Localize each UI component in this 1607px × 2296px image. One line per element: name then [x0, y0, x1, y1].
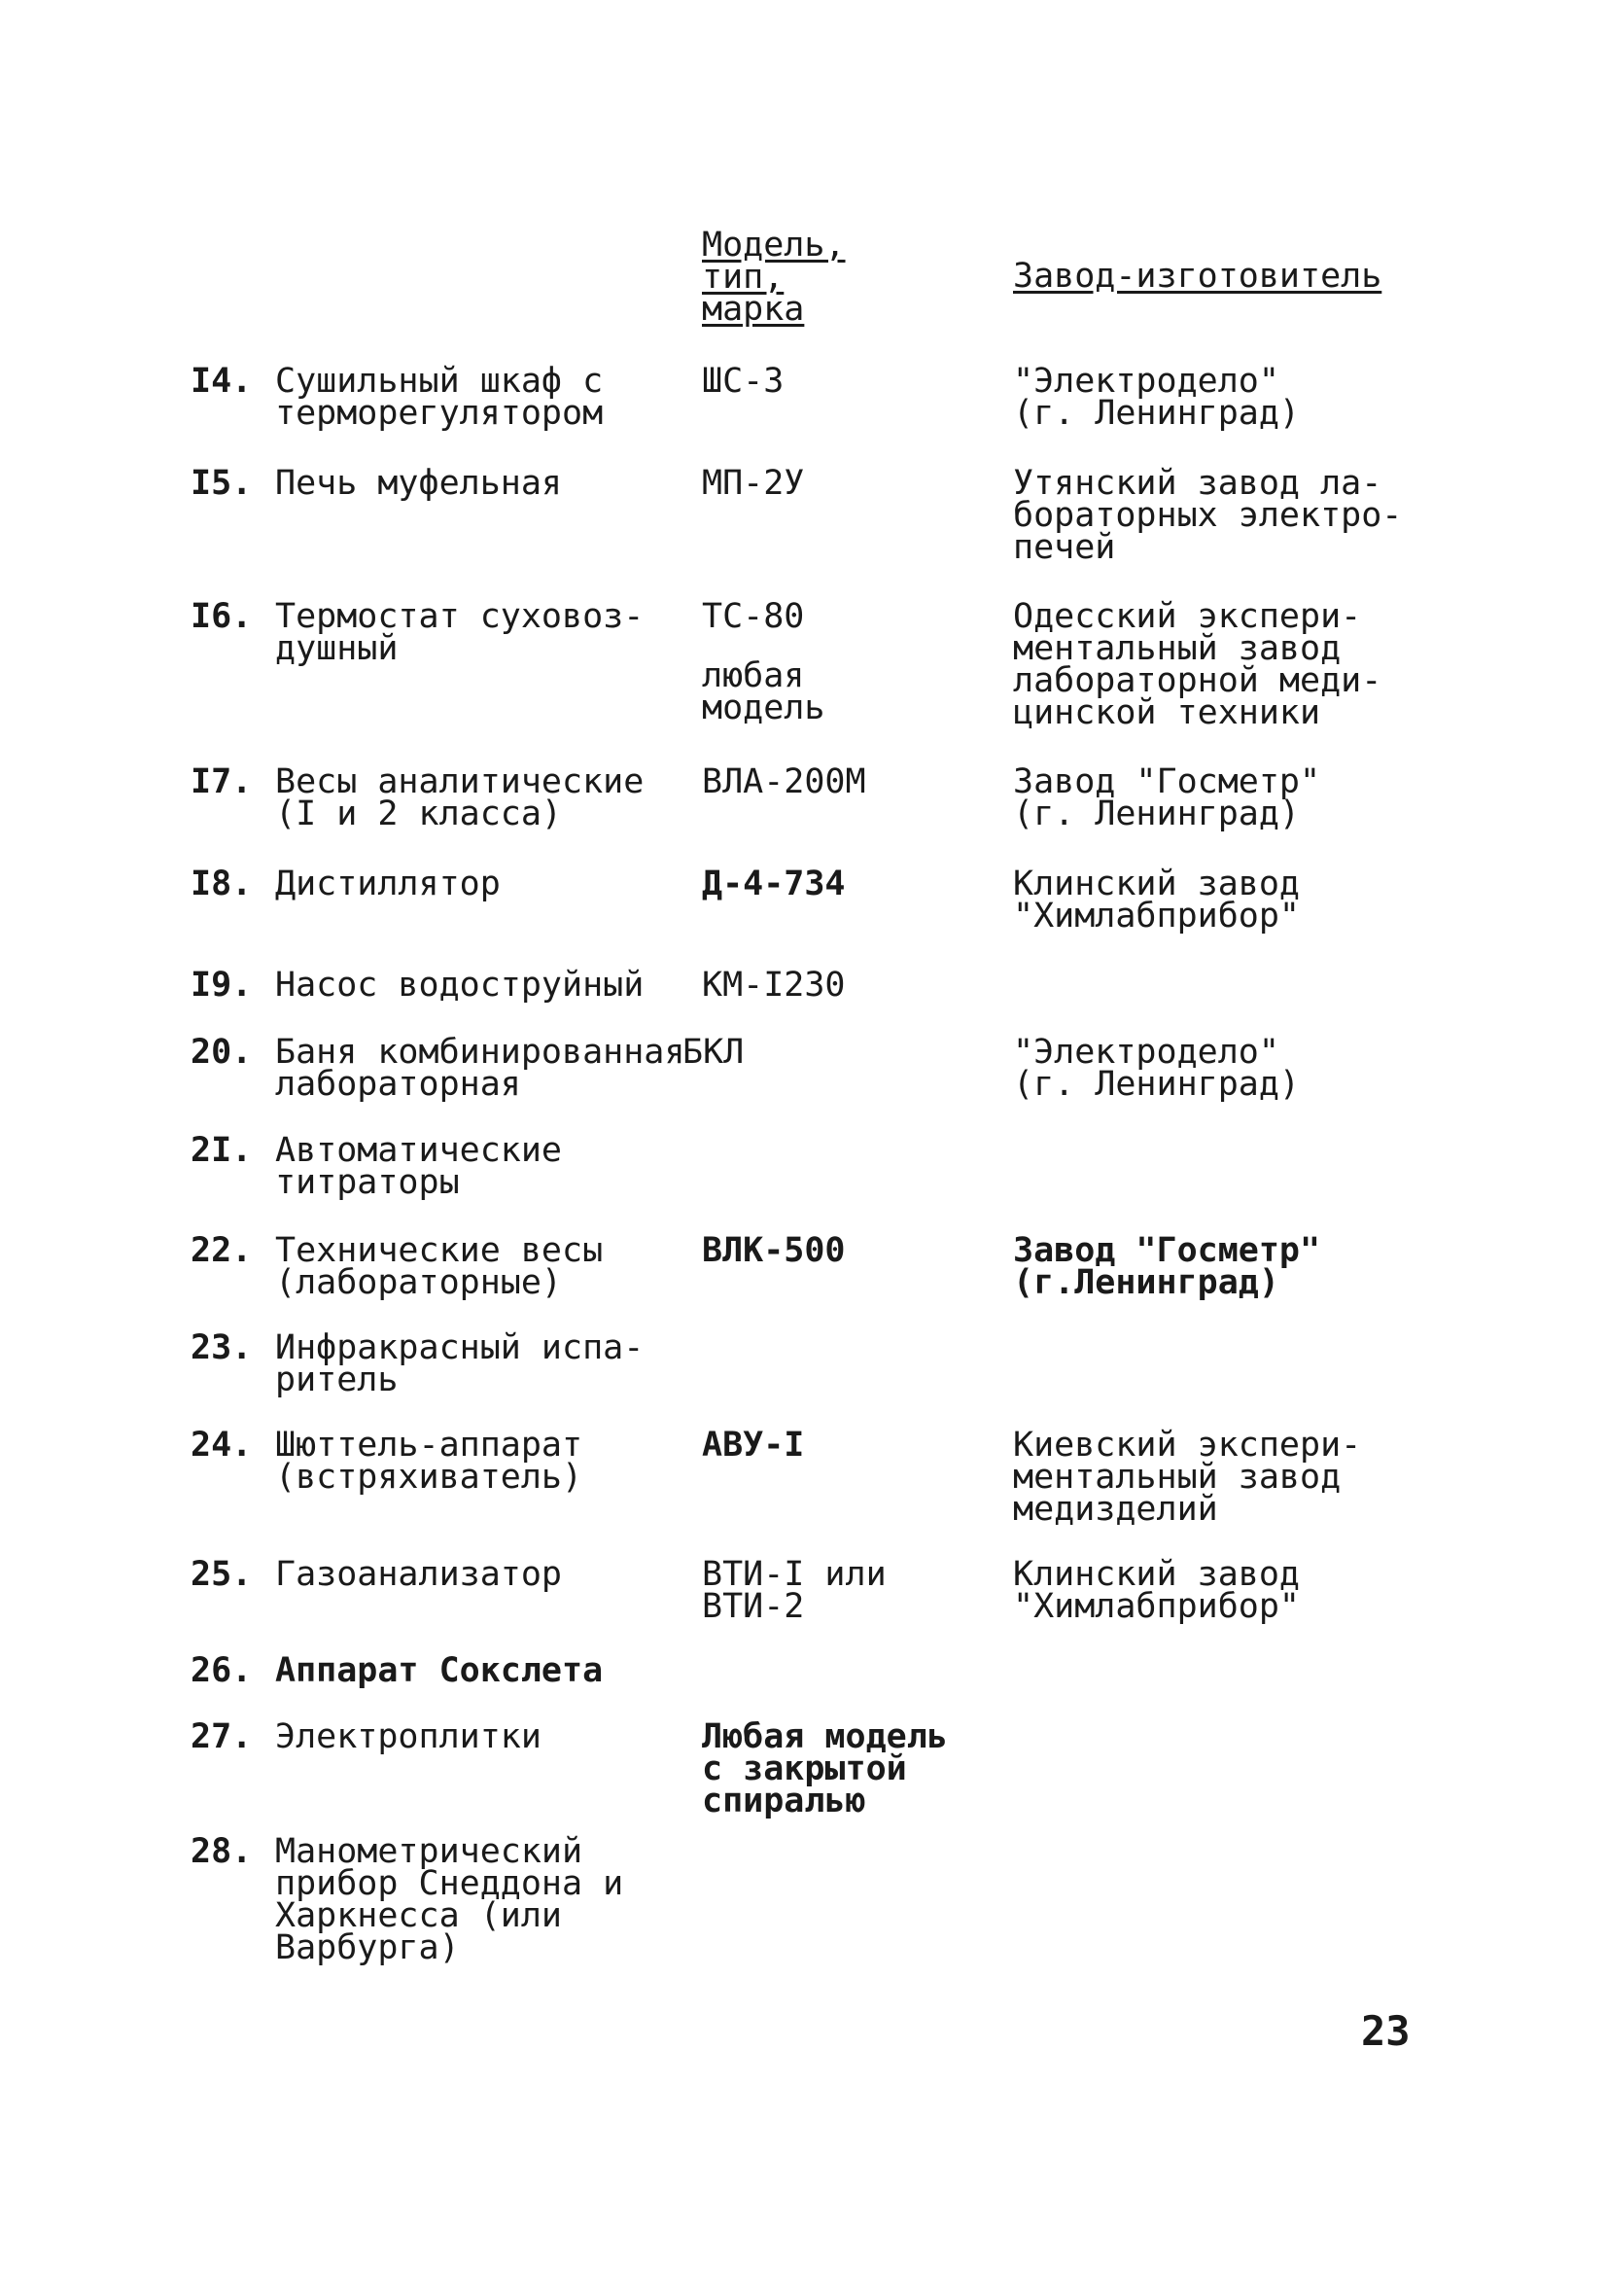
- maker-line: (г. Ленинград): [1013, 795, 1301, 833]
- model-line: МП-2У: [702, 464, 805, 503]
- name-line: титраторы: [275, 1163, 460, 1202]
- model-line: АВУ-I: [702, 1426, 805, 1465]
- model-line: ШС-3: [702, 362, 785, 401]
- name-line: Печь муфельная: [275, 464, 563, 503]
- equipment-manufacturer: [1013, 1555, 1450, 1626]
- maker-line: Одесский экспери-: [1013, 597, 1362, 636]
- maker-line: (г.Ленинград): [1013, 1263, 1279, 1302]
- maker-line: "Химлабприбор": [1013, 1587, 1301, 1626]
- maker-line: Клинский завод: [1013, 1555, 1301, 1594]
- row-number: I4.: [191, 362, 253, 401]
- model-line: ВТИ-I или: [702, 1555, 887, 1594]
- model-line: ВТИ-2: [702, 1587, 805, 1626]
- name-line: Баня комбинированная: [275, 1033, 685, 1072]
- maker-line: печей: [1013, 528, 1116, 567]
- model-line: ВЛК-500: [702, 1231, 846, 1270]
- name-line: Харкнесса (или: [275, 1896, 563, 1935]
- equipment-name: [275, 1328, 703, 1399]
- name-line: (лабораторные): [275, 1263, 563, 1302]
- name-line: (I и 2 класса): [275, 795, 563, 833]
- equipment-model: [702, 362, 984, 401]
- equipment-name: [275, 597, 703, 668]
- name-line: Аппарат Сокслета: [275, 1651, 604, 1690]
- equipment-model: [682, 1033, 964, 1072]
- header-model-line: тип,: [702, 258, 785, 297]
- name-line: ритель: [275, 1360, 399, 1399]
- equipment-name: [275, 1426, 703, 1497]
- name-line: (встряхиватель): [275, 1458, 583, 1497]
- row-number: I7.: [191, 762, 253, 801]
- name-line: прибор Снеддона и: [275, 1864, 624, 1903]
- row-number: 26.: [191, 1651, 253, 1690]
- equipment-name: [275, 1651, 703, 1690]
- header-manufacturer: Завод-изготовитель: [1013, 257, 1382, 296]
- equipment-name: [275, 1717, 703, 1756]
- name-line: Инфракрасный испа-: [275, 1328, 645, 1367]
- model-line: КМ-I230: [702, 966, 846, 1005]
- model-line: Любая модель: [702, 1717, 948, 1756]
- row-number: 28.: [191, 1832, 253, 1871]
- equipment-manufacturer: [1013, 865, 1450, 936]
- equipment-model: [702, 597, 984, 727]
- maker-line: "Электродело": [1013, 362, 1279, 401]
- name-line: Манометрический: [275, 1832, 583, 1871]
- row-number: 23.: [191, 1328, 253, 1367]
- row-number: 24.: [191, 1426, 253, 1465]
- equipment-manufacturer: [1013, 464, 1450, 567]
- model-line: спиралью: [702, 1782, 866, 1820]
- model-line: Д-4-734: [702, 865, 846, 903]
- equipment-model: [702, 1717, 984, 1820]
- name-line: Сушильный шкаф с: [275, 362, 604, 401]
- equipment-model: [702, 1231, 984, 1270]
- name-line: душный: [275, 629, 399, 668]
- maker-line: (г. Ленинград): [1013, 1065, 1301, 1104]
- model-line: ТС-80: [702, 597, 805, 636]
- row-number: I9.: [191, 966, 253, 1005]
- maker-line: "Химлабприбор": [1013, 897, 1301, 936]
- equipment-name: [275, 1832, 703, 1967]
- maker-line: Клинский завод: [1013, 865, 1301, 903]
- row-number: 22.: [191, 1231, 253, 1270]
- name-line: Весы аналитические: [275, 762, 645, 801]
- equipment-name: [275, 1131, 703, 1202]
- maker-line: ментальный завод: [1013, 1458, 1342, 1497]
- maker-line: бораторных электро-: [1013, 496, 1403, 535]
- model-line: с закрытой: [702, 1749, 907, 1788]
- name-line: Газоанализатор: [275, 1555, 563, 1594]
- row-number: I5.: [191, 464, 253, 503]
- name-line: Термостат суховоз-: [275, 597, 645, 636]
- equipment-model: [702, 1426, 984, 1465]
- model-line: любая: [702, 656, 805, 695]
- equipment-model: [702, 1555, 984, 1626]
- row-number: 2I.: [191, 1131, 253, 1170]
- page-number: 23: [1361, 2007, 1411, 2055]
- name-line: Насос водоструйный: [275, 966, 645, 1005]
- maker-line: Завод "Госметр": [1013, 762, 1321, 801]
- maker-line: медизделий: [1013, 1490, 1218, 1529]
- equipment-name: [275, 966, 703, 1005]
- name-line: лабораторная: [275, 1065, 521, 1104]
- row-number: 20.: [191, 1033, 253, 1072]
- name-line: Технические весы: [275, 1231, 604, 1270]
- equipment-manufacturer: [1013, 597, 1450, 732]
- row-number: I6.: [191, 597, 253, 636]
- model-line: ВЛА-200М: [702, 762, 866, 801]
- equipment-manufacturer: [1013, 1426, 1450, 1529]
- equipment-name: [275, 362, 703, 433]
- maker-line: Киевский экспери-: [1013, 1426, 1362, 1465]
- row-number: I8.: [191, 865, 253, 903]
- maker-line: Утянский завод ла-: [1013, 464, 1382, 503]
- equipment-name: [275, 1555, 703, 1594]
- equipment-manufacturer: [1013, 1033, 1450, 1104]
- equipment-name: [275, 1231, 703, 1302]
- equipment-model: [702, 762, 984, 801]
- equipment-manufacturer: [1013, 362, 1450, 433]
- name-line: Дистиллятор: [275, 865, 501, 903]
- maker-line: лабораторной меди-: [1013, 661, 1382, 700]
- row-number: 27.: [191, 1717, 253, 1756]
- name-line: Автоматические: [275, 1131, 563, 1170]
- header-model-line: марка: [702, 290, 805, 329]
- equipment-manufacturer: [1013, 762, 1450, 833]
- row-number: 25.: [191, 1555, 253, 1594]
- equipment-name: [275, 762, 703, 833]
- name-line: Варбурга): [275, 1928, 460, 1967]
- equipment-name: [275, 464, 703, 503]
- header-model-line: Модель,: [702, 226, 846, 265]
- name-line: Шюттель-аппарат: [275, 1426, 583, 1465]
- model-line: модель: [702, 689, 825, 727]
- model-line: БКЛ: [682, 1033, 745, 1072]
- maker-line: ментальный завод: [1013, 629, 1342, 668]
- maker-line: (г. Ленинград): [1013, 394, 1301, 433]
- equipment-manufacturer: [1013, 1231, 1450, 1302]
- equipment-model: [702, 865, 984, 903]
- maker-line: цинской техники: [1013, 693, 1321, 732]
- header-model-type-brand: [702, 226, 896, 329]
- maker-line: "Электродело": [1013, 1033, 1279, 1072]
- name-line: терморегулятором: [275, 394, 604, 433]
- equipment-name: [275, 1033, 703, 1104]
- maker-line: Завод "Госметр": [1013, 1231, 1321, 1270]
- equipment-name: [275, 865, 703, 903]
- equipment-model: [702, 464, 984, 503]
- equipment-model: [702, 966, 984, 1005]
- name-line: Электроплитки: [275, 1717, 541, 1756]
